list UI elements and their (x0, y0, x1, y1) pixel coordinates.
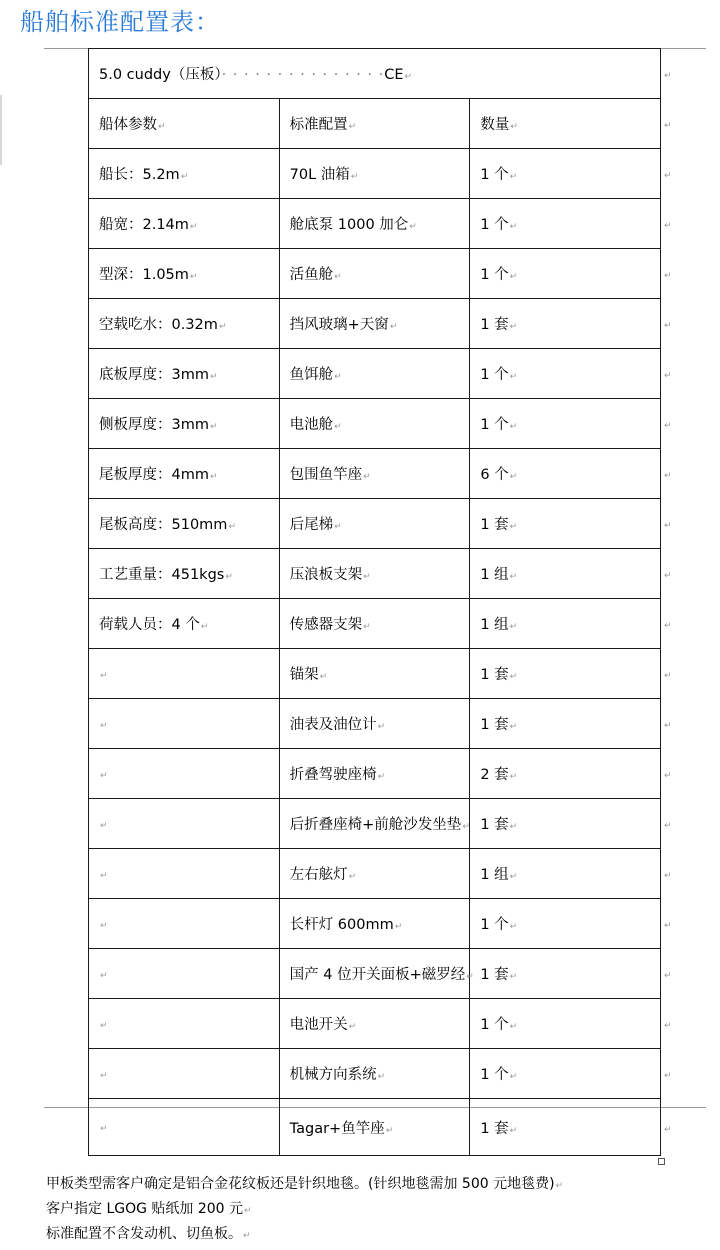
cell-text: 活鱼舱 (289, 267, 334, 283)
paragraph-mark: ↵ (100, 720, 108, 731)
paragraph-mark: ↵ (509, 872, 518, 882)
paragraph-mark: ↵ (363, 472, 371, 482)
cell-text: 后尾梯 (289, 517, 334, 533)
standard-config-cell[interactable] (279, 249, 470, 299)
standard-config-cell[interactable] (279, 449, 470, 499)
model-name: 5.0 cuddy（压板） (99, 67, 222, 83)
hull-param-cell[interactable] (89, 799, 280, 849)
cell-text: 1 组 (480, 617, 509, 633)
cell-text: 1 组 (480, 867, 509, 883)
standard-config-cell[interactable] (279, 649, 470, 699)
row-end-mark: ↵ (664, 521, 672, 531)
table-row (89, 349, 661, 399)
standard-config-cell[interactable] (279, 299, 470, 349)
hull-param-cell[interactable] (89, 199, 280, 249)
page-title: 船舶标准配置表： (20, 8, 220, 36)
paragraph-mark: ↵ (509, 272, 518, 282)
hull-param-cell[interactable] (89, 749, 280, 799)
paragraph-mark: ↵ (100, 670, 108, 681)
table-resize-handle[interactable] (658, 1158, 665, 1165)
table-row (89, 449, 661, 499)
table-row (89, 299, 661, 349)
column-header[interactable]: 船体参数↵ (89, 99, 280, 149)
quantity-cell[interactable] (470, 949, 661, 999)
paragraph-mark: ↵ (334, 522, 342, 532)
hull-param-cell[interactable] (89, 399, 280, 449)
row-end-mark: ↵ (664, 621, 672, 631)
standard-config-cell[interactable] (279, 849, 470, 899)
hull-param-cell[interactable] (89, 599, 280, 649)
quantity-cell[interactable] (470, 899, 661, 949)
hull-param-cell[interactable] (89, 999, 280, 1049)
cell-text: 船长：5.2m (99, 167, 180, 183)
cell-text: 1 个 (480, 917, 509, 933)
cell-text: 1 个 (480, 167, 509, 183)
cell-text: 6 个 (480, 467, 509, 483)
quantity-cell[interactable] (470, 449, 661, 499)
paragraph-mark: ↵ (509, 322, 518, 332)
paragraph-mark: ↵ (350, 172, 359, 182)
paragraph-mark: ↵ (189, 222, 198, 232)
paragraph-mark: ↵ (100, 1020, 108, 1031)
quantity-cell[interactable] (470, 699, 661, 749)
paragraph-mark: ↵ (100, 920, 108, 931)
row-end-mark: ↵ (664, 421, 672, 431)
paragraph-mark: ↵ (100, 820, 108, 831)
paragraph-mark: ↵ (334, 372, 342, 382)
paragraph-mark: ↵ (319, 672, 328, 682)
cell-text: 船宽：2.14m (99, 217, 189, 233)
cell-text: 1 套 (480, 517, 509, 533)
paragraph-mark: ↵ (218, 322, 227, 332)
cell-text: 锚架 (289, 667, 319, 683)
standard-config-cell[interactable] (279, 549, 470, 599)
table-row (89, 649, 661, 699)
standard-config-cell[interactable] (279, 999, 470, 1049)
row-end-mark: ↵ (664, 271, 672, 281)
paragraph-mark: ↵ (509, 672, 518, 682)
column-header[interactable]: 数量↵ (470, 99, 661, 149)
quantity-cell[interactable] (470, 799, 661, 849)
paragraph-mark: ↵ (225, 572, 233, 582)
paragraph-mark: ↵ (462, 822, 470, 832)
cell-text: 左右舷灯 (289, 867, 348, 883)
hull-param-cell[interactable] (89, 299, 280, 349)
note-line: 甲板类型需客户确定是铝合金花纹板还是针织地毯。(针织地毯需加 500 元地毯费)↵ (46, 1176, 564, 1192)
row-end-mark: ↵ (664, 1071, 672, 1081)
hull-param-cell[interactable] (89, 949, 280, 999)
paragraph-mark: ↵ (209, 422, 218, 432)
paragraph-mark: ↵ (509, 1125, 518, 1136)
quantity-cell[interactable] (470, 999, 661, 1049)
paragraph-mark: ↵ (394, 922, 403, 932)
paragraph-mark: ↵ (334, 272, 342, 282)
cell-text: 2 套 (480, 767, 509, 783)
table-row (89, 1099, 661, 1156)
table-row (89, 549, 661, 599)
paragraph-mark: ↵ (348, 1022, 357, 1032)
paragraph-mark: ↵ (509, 372, 518, 382)
paragraph-mark: ↵ (509, 1072, 518, 1082)
table-row (89, 749, 661, 799)
paragraph-mark: ↵ (509, 722, 518, 732)
row-end-mark: ↵ (664, 921, 672, 931)
paragraph-mark: ↵ (228, 522, 236, 532)
hull-param-cell[interactable] (89, 499, 280, 549)
row-end-mark: ↵ (664, 771, 672, 781)
cell-text: 1 个 (480, 267, 509, 283)
standard-config-cell[interactable] (279, 149, 470, 199)
paragraph-mark: ↵ (100, 770, 108, 781)
config-table (88, 48, 661, 1156)
paragraph-mark: ↵ (509, 822, 518, 832)
paragraph-mark: ↵ (509, 172, 518, 182)
paragraph-mark: ↵ (209, 372, 218, 382)
standard-config-cell[interactable] (279, 949, 474, 999)
note-line: 标准配置不含发动机、切鱼板。↵ (46, 1226, 251, 1242)
paragraph-mark: ↵ (363, 622, 371, 632)
hull-param-cell[interactable] (89, 349, 280, 399)
paragraph-mark: ↵ (377, 1072, 386, 1082)
standard-config-cell[interactable] (279, 399, 470, 449)
paragraph-mark: ↵ (509, 422, 518, 432)
hull-param-cell[interactable] (89, 549, 280, 599)
paragraph-mark: ↵ (100, 1124, 108, 1134)
hull-param-cell[interactable] (89, 1099, 280, 1156)
cell-text: 1 个 (480, 417, 509, 433)
row-end-mark: ↵ (664, 571, 672, 581)
margin-marker (0, 95, 2, 165)
quantity-cell[interactable] (470, 599, 661, 649)
note-line: 客户指定 LGOG 贴纸加 200 元↵ (46, 1201, 252, 1217)
hull-param-cell[interactable] (89, 699, 280, 749)
cell-text: 电池舱 (289, 417, 334, 433)
paragraph-mark: ↵ (189, 272, 198, 282)
quantity-cell[interactable] (470, 849, 661, 899)
cell-text: 1 个 (480, 367, 509, 383)
column-header-row (89, 99, 661, 149)
standard-config-cell[interactable] (279, 899, 470, 949)
cell-text: 折叠驾驶座椅 (289, 767, 377, 783)
table-row (89, 149, 661, 199)
cell-text: 70L 油箱 (289, 167, 350, 183)
paragraph-mark: ↵ (348, 872, 357, 882)
paragraph-mark: ↵ (409, 222, 417, 232)
hull-param-cell[interactable] (89, 249, 280, 299)
cell-text: 包围鱼竿座 (289, 467, 363, 483)
row-end-mark: ↵ (664, 321, 672, 331)
cell-text: 机械方向系统 (289, 1067, 377, 1083)
cell-text: 1 个 (480, 1067, 509, 1083)
cell-text: 尾板厚度：4mm (99, 467, 209, 483)
cell-text: Tagar+鱼竿座 (289, 1120, 385, 1137)
table-row (89, 949, 661, 999)
cell-text: 荷载人员：4 个 (99, 617, 200, 633)
row-end-mark: ↵ (664, 821, 672, 831)
quantity-cell[interactable] (470, 749, 661, 799)
hull-param-cell[interactable] (89, 649, 280, 699)
cell-text: 1 个 (480, 1017, 509, 1033)
quantity-cell[interactable] (470, 549, 661, 599)
paragraph-mark: ↵ (100, 970, 108, 981)
paragraph-mark: ↵ (209, 472, 218, 482)
table-row (89, 399, 661, 449)
hull-param-cell[interactable] (89, 149, 280, 199)
paragraph-mark: ↵ (180, 172, 189, 182)
row-end-mark: ↵ (664, 871, 672, 881)
table-header-line (89, 49, 661, 99)
paragraph-mark: ↵ (377, 772, 386, 782)
standard-config-cell[interactable] (279, 499, 470, 549)
notes (46, 1173, 563, 1248)
standard-config-cell[interactable] (279, 749, 470, 799)
cell-text: 鱼饵舱 (289, 367, 334, 383)
table-row (89, 799, 661, 849)
paragraph-mark: ↵ (509, 522, 518, 532)
cell-text: 1 套 (480, 667, 509, 683)
cell-text: 尾板高度：510mm (99, 517, 228, 533)
standard-config-cell[interactable] (279, 599, 470, 649)
paragraph-mark: ↵ (509, 472, 518, 482)
standard-config-cell[interactable] (279, 1049, 470, 1099)
row-end-mark: ↵ (664, 671, 672, 681)
row-end-mark: ↵ (664, 471, 672, 481)
table-row (89, 599, 661, 649)
cell-text: 1 个 (480, 217, 509, 233)
column-header[interactable]: 标准配置↵ (279, 99, 470, 149)
row-end-mark: ↵ (664, 121, 672, 131)
table-row (89, 249, 661, 299)
standard-config-cell[interactable] (279, 1099, 470, 1156)
hull-param-cell[interactable] (89, 849, 280, 899)
table-row (89, 699, 661, 749)
row-end-mark: ↵ (664, 1124, 672, 1135)
table-row (89, 1049, 661, 1099)
hull-param-cell[interactable] (89, 449, 280, 499)
cell-text: 压浪板支架 (289, 567, 363, 583)
cell-text: 后折叠座椅+前舱沙发坐垫 (289, 817, 462, 833)
cell-text: 1 套 (480, 1120, 509, 1137)
paragraph-mark: ↵ (510, 122, 518, 132)
cell-text: 侧板厚度：3mm (99, 417, 209, 433)
cell-text: 长杆灯 600mm (289, 917, 394, 933)
quantity-cell[interactable] (470, 499, 661, 549)
row-end-mark: ↵ (664, 171, 672, 181)
cell-text: 工艺重量：451kgs (99, 567, 225, 583)
row-end-mark: ↵ (664, 971, 672, 981)
cell-text: 1 套 (480, 817, 509, 833)
paragraph-mark: ↵ (509, 1022, 518, 1032)
paragraph-mark: ↵ (100, 870, 108, 881)
table-row (89, 899, 661, 949)
cell-text: 舱底泵 1000 加仑 (289, 217, 409, 233)
paragraph-mark: ↵ (466, 972, 474, 982)
quantity-cell[interactable] (470, 249, 661, 299)
row-end-mark: ↵ (664, 371, 672, 381)
quantity-cell[interactable] (470, 349, 661, 399)
row-end-mark: ↵ (664, 721, 672, 731)
table-row (89, 999, 661, 1049)
cell-text: 传感器支架 (289, 617, 363, 633)
quantity-cell[interactable] (470, 299, 661, 349)
quantity-cell[interactable] (470, 399, 661, 449)
paragraph-mark: ↵ (377, 722, 386, 732)
cell-text: 国产 4 位开关面板+磁罗经 (289, 967, 466, 983)
cell-text: 1 套 (480, 317, 509, 333)
table-row (89, 499, 661, 549)
standard-config-cell[interactable] (279, 199, 470, 249)
cell-text: 型深：1.05m (99, 267, 189, 283)
quantity-cell[interactable] (470, 1049, 661, 1099)
cert-label: CE (384, 67, 404, 83)
quantity-cell[interactable] (470, 649, 661, 699)
quantity-cell[interactable] (470, 149, 661, 199)
paragraph-mark: ↵ (334, 422, 342, 432)
paragraph-mark: ↵ (509, 772, 518, 782)
paragraph-mark: ↵ (200, 622, 209, 632)
model-cell[interactable] (89, 49, 661, 99)
cell-text: 空载吃水：0.32m (99, 317, 218, 333)
paragraph-mark: ↵ (348, 122, 357, 132)
table-row (89, 849, 661, 899)
standard-config-cell[interactable] (279, 699, 470, 749)
standard-config-cell[interactable] (279, 349, 470, 399)
dot-leader: · · · · · · · · · · · · · · · (221, 67, 385, 83)
paragraph-mark: ↵ (389, 322, 398, 332)
paragraph-mark: ↵ (385, 1125, 394, 1136)
paragraph-mark: ↵ (158, 122, 166, 132)
paragraph-mark: ↵ (404, 72, 413, 82)
hull-param-cell[interactable] (89, 899, 280, 949)
paragraph-mark: ↵ (100, 1070, 108, 1081)
paragraph-mark: ↵ (509, 972, 518, 982)
table-row (89, 199, 661, 249)
cell-text: 1 套 (480, 967, 509, 983)
cell-text: 油表及油位计 (289, 717, 377, 733)
cell-text: 1 套 (480, 717, 509, 733)
paragraph-mark: ↵ (509, 922, 518, 932)
cell-text: 电池开关 (289, 1017, 348, 1033)
row-end-mark: ↵ (664, 221, 672, 231)
paragraph-mark: ↵ (509, 622, 518, 632)
cell-text: 1 组 (480, 567, 509, 583)
paragraph-mark: ↵ (509, 222, 518, 232)
quantity-cell[interactable] (470, 199, 661, 249)
standard-config-cell[interactable] (279, 799, 470, 849)
row-end-mark: ↵ (664, 1021, 672, 1031)
row-end-mark: ↵ (664, 71, 672, 81)
quantity-cell[interactable] (470, 1099, 661, 1156)
paragraph-mark: ↵ (509, 572, 518, 582)
paragraph-mark: ↵ (363, 572, 371, 582)
hull-param-cell[interactable] (89, 1049, 280, 1099)
cell-text: 挡风玻璃+天窗 (289, 317, 389, 333)
cell-text: 底板厚度：3mm (99, 367, 209, 383)
